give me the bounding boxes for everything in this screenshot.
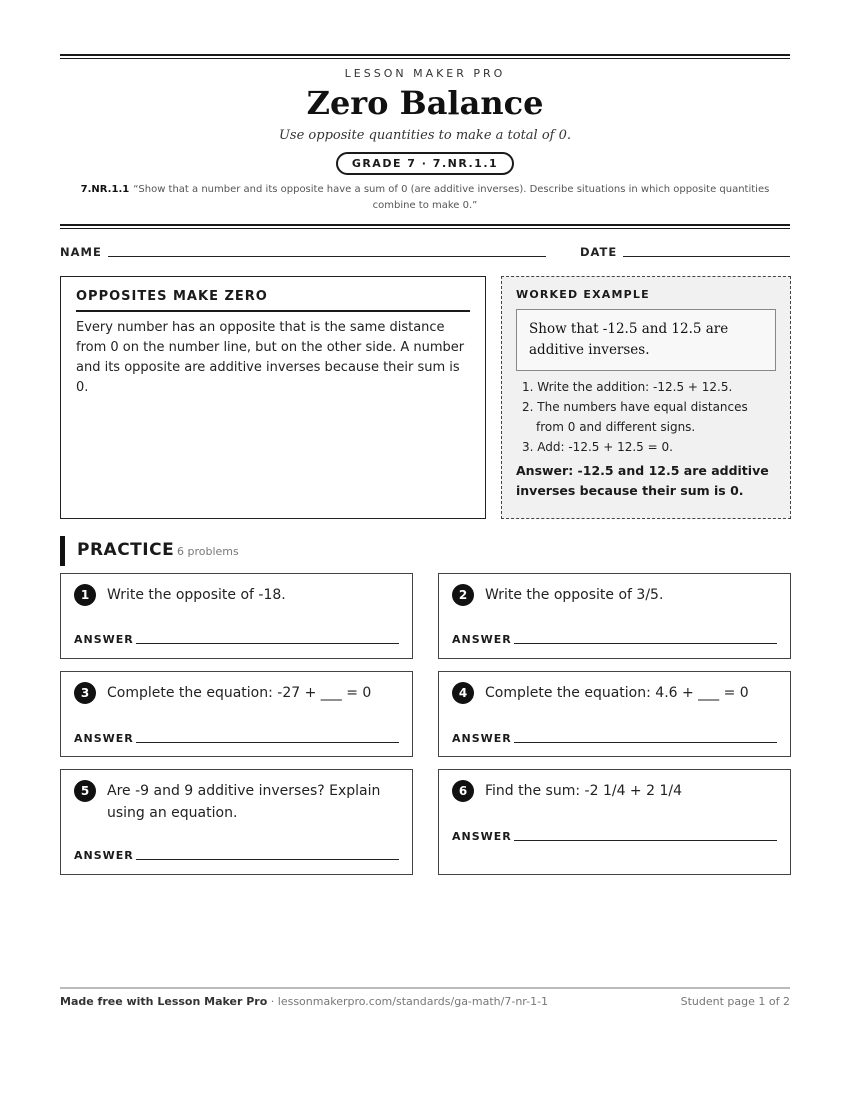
- answer-label: ANSWER: [452, 732, 512, 745]
- problem-question: Complete the equation: -27 + ___ = 0: [107, 685, 372, 701]
- student-info-row: [60, 245, 790, 259]
- problem-number-badge: 6: [452, 780, 474, 802]
- date-field[interactable]: [623, 256, 790, 257]
- answer-field[interactable]: [514, 643, 777, 644]
- grade-badge: GRADE 7 · 7.NR.1.1: [336, 152, 514, 175]
- top-double-rule: [60, 54, 790, 59]
- worksheet-subtitle: Use opposite quantities to make a total of 0.: [278, 128, 572, 143]
- concept-heading: OPPOSITES MAKE ZERO: [76, 289, 470, 312]
- problem-card-4: [438, 671, 791, 757]
- worked-example-steps: [516, 377, 776, 457]
- problem-card-2: [438, 573, 791, 659]
- concept-body: Every number has an opposite that is the same distance from 0 on the number line, but on the other side. A number and its opposite are additive inverses because their sum is 0.: [76, 320, 465, 395]
- problem-question: Write the opposite of -18.: [107, 587, 286, 603]
- practice-count: 6 problems: [177, 545, 239, 558]
- worked-example-answer: Answer: -12.5 and 12.5 are additive inverses because their sum is 0.: [516, 463, 769, 498]
- problem-number-badge: 4: [452, 682, 474, 704]
- problem-question: Write the opposite of 3/5.: [485, 587, 664, 603]
- worksheet-page: [60, 0, 790, 1100]
- problem-question: Find the sum: -2 1/4 + 2 1/4: [485, 783, 682, 799]
- problem-card-1: [60, 573, 413, 659]
- problem-card-5: [60, 769, 413, 875]
- worked-example-step: 2. The numbers have equal distances from 0 and different signs.: [522, 400, 748, 434]
- problem-question: Complete the equation: 4.6 + ___ = 0: [485, 685, 749, 701]
- worked-example-step: 1. Write the addition: -12.5 + 12.5.: [522, 380, 733, 394]
- standard-code: 7.NR.1.1: [80, 184, 130, 195]
- problem-card-6: [438, 769, 791, 875]
- problem-number-badge: 5: [74, 780, 96, 802]
- answer-field[interactable]: [136, 859, 399, 860]
- date-label: DATE: [580, 245, 618, 259]
- footer-rule: [60, 987, 790, 989]
- problem-number-badge: 1: [74, 584, 96, 606]
- problem-number-badge: 3: [74, 682, 96, 704]
- answer-label: ANSWER: [74, 732, 134, 745]
- practice-accent-bar: [60, 536, 65, 566]
- worksheet-title: Zero Balance: [306, 84, 544, 122]
- worked-example-problem: Show that -12.5 and 12.5 are additive inverses.: [516, 309, 776, 371]
- answer-label: ANSWER: [74, 849, 134, 862]
- worked-example-step: 3. Add: -12.5 + 12.5 = 0.: [522, 440, 673, 454]
- footer-credit: [60, 995, 548, 1008]
- problem-number-badge: 2: [452, 584, 474, 606]
- answer-field[interactable]: [514, 840, 777, 841]
- answer-field[interactable]: [136, 742, 399, 743]
- grade-badge-wrap: [60, 152, 790, 175]
- header-bottom-rule: [60, 224, 790, 229]
- brand-name: LESSON MAKER PRO: [344, 67, 506, 80]
- answer-field[interactable]: [136, 643, 399, 644]
- answer-label: ANSWER: [74, 633, 134, 646]
- answer-field[interactable]: [514, 742, 777, 743]
- answer-label: ANSWER: [452, 830, 512, 843]
- answer-label: ANSWER: [452, 633, 512, 646]
- practice-title: PRACTICE: [77, 540, 175, 560]
- footer-page-number: Student page 1 of 2: [680, 995, 790, 1008]
- name-label: NAME: [60, 245, 102, 259]
- footer-made-with: Made free with Lesson Maker Pro: [60, 995, 268, 1008]
- problem-card-3: [60, 671, 413, 757]
- standard-statement: [80, 182, 770, 214]
- standard-text: “Show that a number and its opposite have a sum of 0 (are additive inverses). Describe situations in which opposite quantities combine to make 0.”: [133, 184, 770, 211]
- problem-question: Are -9 and 9 additive inverses? Explain using an equation.: [107, 783, 381, 821]
- footer-url[interactable]: · lessonmakerpro.com/standards/ga-math/7-nr-1-1: [267, 995, 549, 1008]
- worked-example-box: [501, 276, 791, 519]
- name-field[interactable]: [108, 256, 546, 257]
- worked-example-heading: WORKED EXAMPLE: [516, 288, 650, 301]
- concept-box: [60, 276, 486, 519]
